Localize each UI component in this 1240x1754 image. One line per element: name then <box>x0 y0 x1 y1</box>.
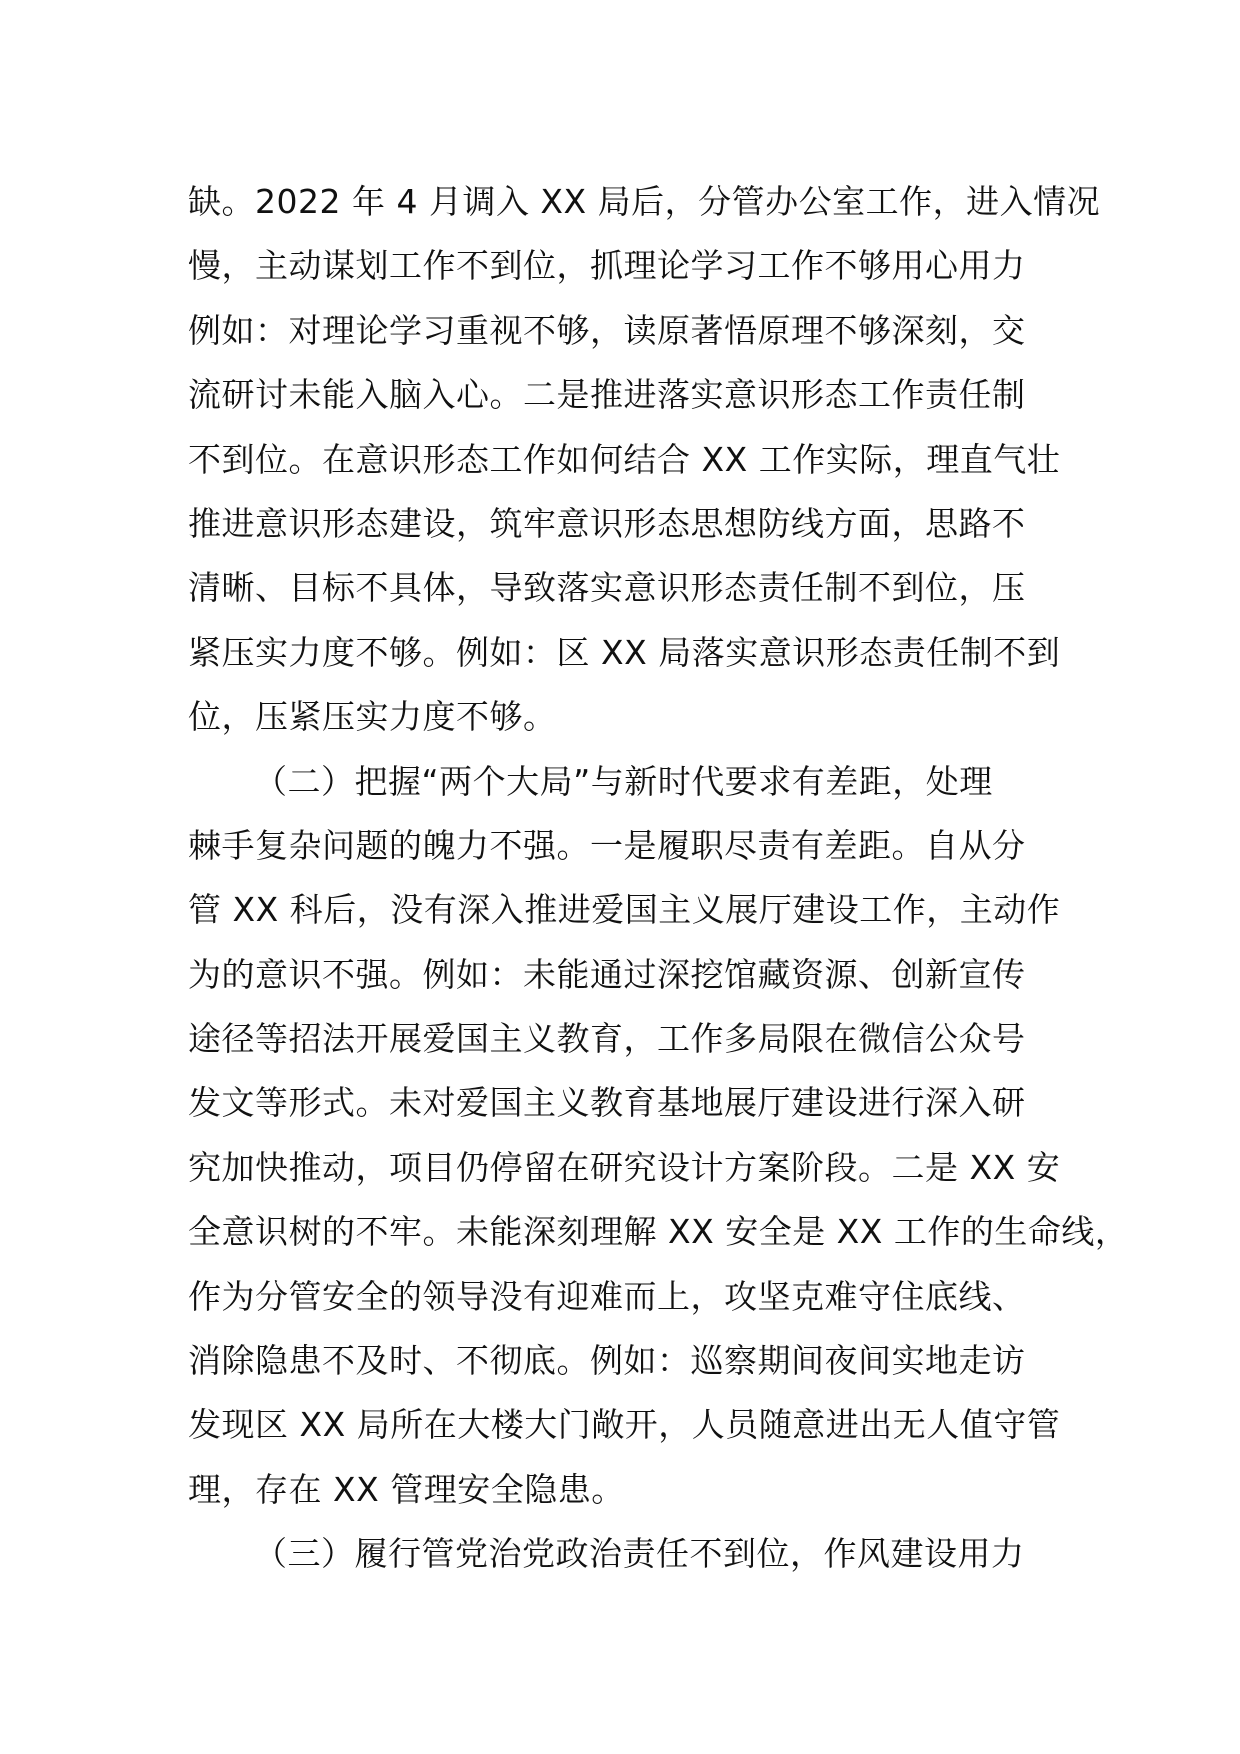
section-heading-line: （三）履行管党治党政治责任不到位，作风建设用力 <box>254 1534 1025 1574</box>
text-line: 途径等招法开展爱国主义教育，工作多局限在微信公众号 <box>188 1019 1026 1059</box>
text-line: 紧压实力度不够。例如：区 XX 局落实意识形态责任制不到 <box>188 632 1061 672</box>
text-line: 消除隐患不及时、不彻底。例如：巡察期间夜间实地走访 <box>188 1341 1026 1381</box>
text-line: 例如：对理论学习重视不够，读原著悟原理不够深刻，交 <box>188 310 1026 350</box>
text-line: 推进意识形态建设，筑牢意识形态思想防线方面，思路不 <box>188 503 1026 543</box>
text-line: 管 XX 科后，没有深入推进爱国主义展厅建设工作，主动作 <box>188 890 1061 930</box>
text-line: 作为分管安全的领导没有迎难而上，攻坚克难守住底线、 <box>188 1276 1026 1316</box>
text-line: 究加快推动，项目仍停留在研究设计方案阶段。二是 XX 安 <box>188 1147 1061 1187</box>
body-text <box>188 170 1129 1587</box>
section-heading-line: （二）把握“两个大局”与新时代要求有差距，处理 <box>254 761 993 801</box>
text-line: 流研讨未能入脑入心。二是推进落实意识形态工作责任制 <box>188 375 1026 415</box>
text-line: 全意识树的不牢。未能深刻理解 XX 安全是 XX 工作的生命线， <box>188 1212 1129 1252</box>
text-line: 发现区 XX 局所在大楼大门敞开，人员随意进出无人值守管 <box>188 1405 1061 1445</box>
text-line: 位，压紧压实力度不够。 <box>188 697 557 737</box>
text-line: 慢，主动谋划工作不到位，抓理论学习工作不够用心用力 <box>188 246 1026 286</box>
text-line: 为的意识不强。例如：未能通过深挖馆藏资源、创新宣传 <box>188 954 1026 994</box>
text-line: 棘手复杂问题的魄力不强。一是履职尽责有差距。自从分 <box>188 825 1026 865</box>
text-line: 清晰、目标不具体，导致落实意识形态责任制不到位，压 <box>188 568 1026 608</box>
text-line: 缺。2022 年 4 月调入 XX 局后，分管办公室工作，进入情况 <box>188 182 1101 221</box>
text-line: 不到位。在意识形态工作如何结合 XX 工作实际，理直气壮 <box>188 439 1061 479</box>
text-line: 理，存在 XX 管理安全隐患。 <box>188 1469 625 1509</box>
text-line: 发文等形式。未对爱国主义教育基地展厅建设进行深入研 <box>188 1083 1026 1123</box>
